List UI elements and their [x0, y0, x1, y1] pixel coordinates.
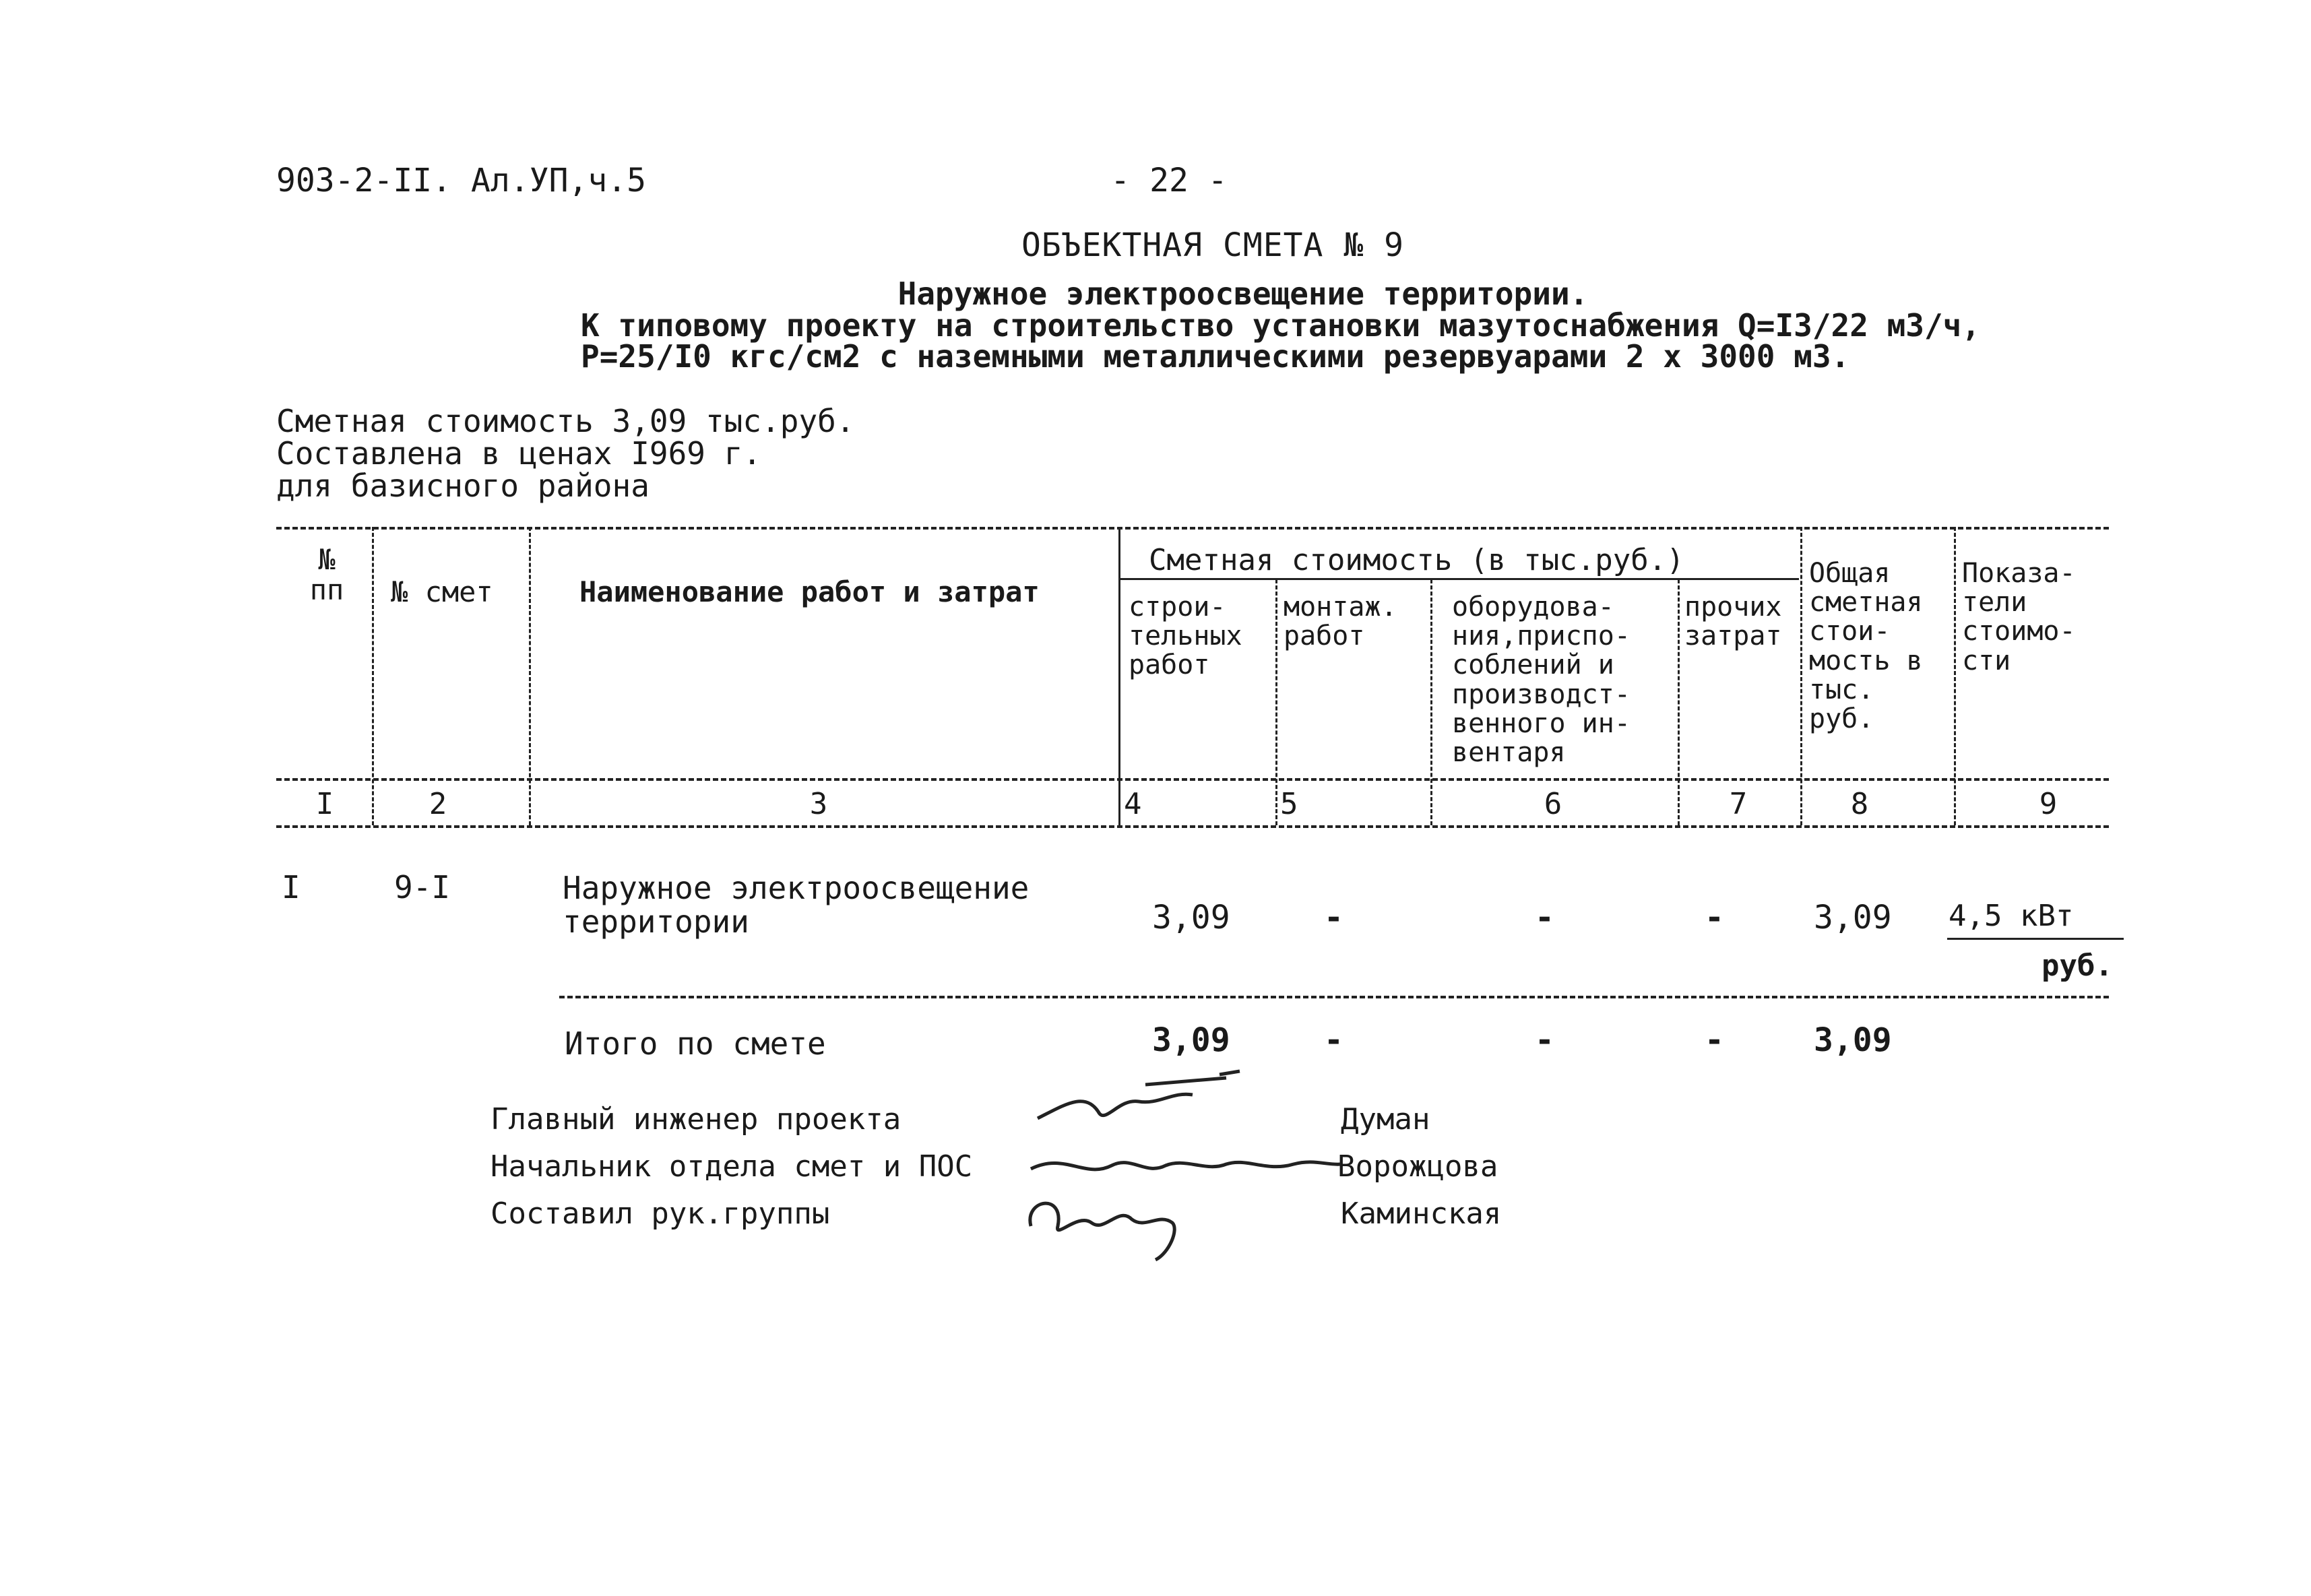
title-subject: Наружное электроосвещение территории.	[897, 276, 1589, 312]
total-build: 3,09	[1152, 1021, 1230, 1059]
estimated-cost: Сметная стоимость 3,09 тыс.руб.	[276, 403, 855, 439]
handwritten-signature-3	[1017, 1186, 1199, 1267]
row-other: -	[1705, 899, 1724, 936]
row-equip: -	[1535, 899, 1554, 936]
page-number: - 22 -	[1110, 162, 1228, 199]
colnum-3: 3	[809, 787, 828, 821]
colnum-7: 7	[1729, 787, 1748, 821]
row-build: 3,09	[1152, 899, 1230, 936]
colnum-6: 6	[1544, 787, 1562, 821]
col-divider	[1800, 527, 1802, 825]
colnum-9: 9	[2039, 787, 2058, 821]
col-divider	[1118, 527, 1120, 825]
header-build: строи- тельных работ	[1129, 592, 1242, 681]
signer-role: Начальник отдела смет и ПОС	[490, 1149, 973, 1184]
header-total: Общая сметная стои- мость в тыс. руб.	[1809, 558, 1923, 734]
price-basis: Составлена в ценах I969 г.	[276, 435, 762, 472]
col-divider	[1678, 579, 1680, 825]
total-mount: -	[1324, 1021, 1343, 1059]
colnum-2: 2	[429, 787, 447, 821]
header-indicators: Показа- тели стоимо- сти	[1962, 558, 2076, 676]
col-divider	[529, 527, 531, 825]
signer-role: Главный инженер проекта	[490, 1102, 901, 1137]
colnum-4: 4	[1124, 787, 1142, 821]
header-mount: монтаж. работ	[1284, 592, 1397, 652]
header-other: прочих затрат	[1684, 592, 1782, 652]
row-name: Наружное электроосвещение территории	[563, 870, 1030, 940]
col-divider	[372, 527, 374, 825]
signer-name: Каминская	[1341, 1196, 1502, 1231]
header-pp: № пп	[309, 543, 344, 607]
region: для базисного района	[276, 468, 650, 504]
header-cost-group: Сметная стоимость (в тыс.руб.)	[1149, 543, 1684, 577]
total-label: Итого по смете	[565, 1025, 826, 1062]
document-title: ОБЪЕКТНАЯ СМЕТА № 9	[1021, 226, 1405, 264]
title-project-line1: К типовому проекту на строительство установки мазутоснабжения Q=I3/22 м3/ч,	[581, 307, 1981, 344]
table-top-border	[276, 527, 2109, 530]
total-other: -	[1705, 1021, 1724, 1059]
colnum-bottom-border	[276, 825, 2109, 828]
colnum-8: 8	[1850, 787, 1869, 821]
signer-role: Составил рук.группы	[490, 1196, 830, 1231]
header-name: Наименование работ и затрат	[579, 575, 1040, 608]
row-mount: -	[1324, 899, 1343, 936]
row-total: 3,09	[1814, 899, 1892, 936]
handwritten-signature-2	[1024, 1139, 1348, 1192]
row-pp: I	[282, 869, 300, 905]
header-equip: оборудова- ния,приспо- соблений и производст- венного ин- вентаря	[1452, 592, 1631, 768]
colnum-5: 5	[1280, 787, 1298, 821]
col-divider	[1430, 579, 1432, 825]
col-divider	[1275, 579, 1277, 825]
row-indicator-value: 4,5 кВт	[1949, 899, 2074, 933]
row-divider	[559, 996, 2109, 998]
document-code: 903-2-II. Ал.УП,ч.5	[276, 162, 647, 199]
row-indicator-unit: руб.	[2041, 949, 2113, 983]
group-header-underline	[1118, 578, 1799, 580]
header-smet: № смет	[391, 575, 493, 608]
colnum-1: I	[315, 787, 334, 821]
total-equip: -	[1535, 1021, 1554, 1059]
title-project-line2: P=25/I0 кгс/см2 с наземными металлическими резервуарами 2 х 3000 м3.	[581, 338, 1850, 375]
handwritten-signature-1	[1024, 1064, 1267, 1139]
indicator-fraction-bar	[1947, 938, 2124, 940]
signer-name: Думан	[1341, 1102, 1430, 1137]
row-smet: 9-I	[394, 869, 451, 905]
signer-name: Ворожцова	[1337, 1149, 1498, 1184]
col-divider	[1954, 527, 1956, 825]
total-total: 3,09	[1814, 1021, 1892, 1059]
header-bottom-border	[276, 778, 2109, 781]
